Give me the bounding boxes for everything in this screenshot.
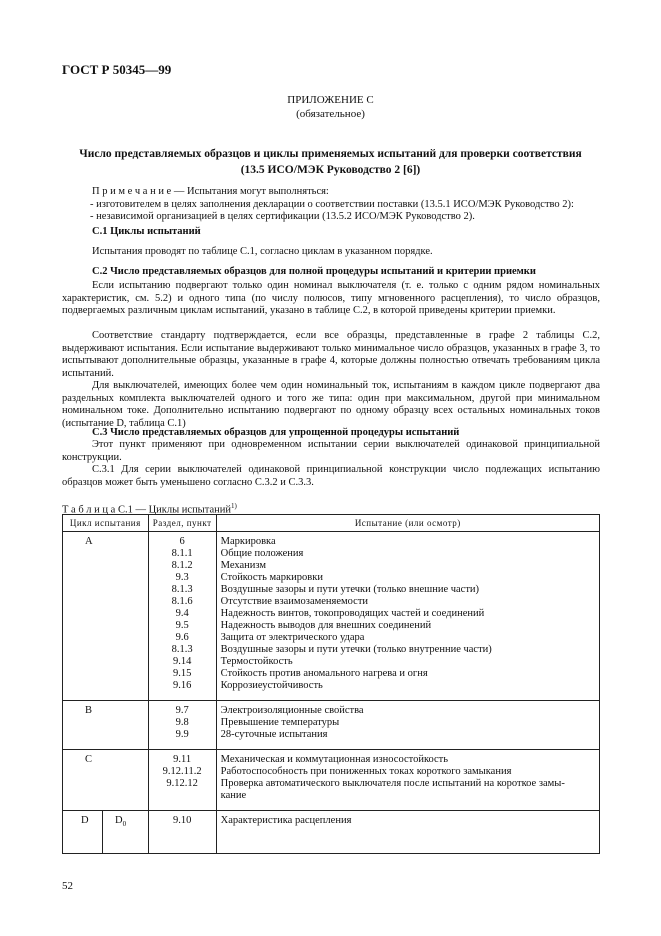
section-value: 9.5 bbox=[175, 620, 189, 631]
section-c2-paragraph-1: Если испытанию подвергают только один номинал выключателя (т. е. только с одним рядом номинальных характеристик, см. 5.2) и одного типа (по числу полюсов, типу мгновенного расцепления), то число образцов, подвергаемых различным циклам испытаний, указано в таблице С.2, в которой приведены критерии приемки. bbox=[62, 280, 600, 317]
test-list bbox=[216, 811, 599, 854]
test-value: Механизм bbox=[220, 560, 266, 571]
section-value: 9.3 bbox=[175, 572, 189, 583]
cycle-cell: B bbox=[63, 701, 149, 750]
test-list bbox=[216, 701, 599, 750]
section-value: 8.1.2 bbox=[171, 560, 193, 571]
header-test: Испытание (или осмотр) bbox=[216, 515, 599, 532]
section-value: 9.10 bbox=[172, 815, 192, 826]
test-list bbox=[216, 532, 599, 701]
test-value: Воздушные зазоры и пути утечки (только внешние части) bbox=[220, 584, 480, 595]
section-value: 6 bbox=[179, 536, 185, 547]
note bbox=[92, 186, 600, 224]
table-row bbox=[63, 750, 600, 811]
section-value: 8.1.1 bbox=[171, 548, 193, 559]
subcycle-cell bbox=[103, 811, 149, 854]
section-value: 9.12.12 bbox=[166, 778, 198, 789]
test-value: Характеристика расцепления bbox=[220, 815, 352, 826]
section-value: 9.11 bbox=[173, 754, 192, 765]
test-value: Коррозиеустойчивость bbox=[220, 680, 323, 691]
section-list bbox=[148, 532, 216, 701]
section-c3-paragraph-2: С.3.1 Для серии выключателей одинаковой принципиальной конструкции число подлежащих испытанию образцов может быть уменьшено согласно С.3.2 и С.3.3. bbox=[62, 464, 600, 488]
test-value: Работоспособность при пониженных токах короткого замыкания bbox=[220, 766, 512, 777]
section-c1-heading: С.1 Циклы испытаний bbox=[92, 226, 201, 237]
section-value: 9.16 bbox=[172, 680, 192, 691]
table-row bbox=[63, 701, 600, 750]
table-caption-label: Т а б л и ц а bbox=[62, 504, 116, 516]
test-value: Воздушные зазоры и пути утечки (только внутренние части) bbox=[220, 644, 492, 655]
section-list bbox=[148, 750, 216, 811]
section-list bbox=[148, 701, 216, 750]
test-value: Стойкость против аномального нагрева и огня bbox=[220, 668, 428, 679]
section-c1-text: Испытания проводят по таблице С.1, согласно циклам в указанном порядке. bbox=[92, 246, 433, 257]
header-cycle: Цикл испытания bbox=[63, 515, 149, 532]
section-value: 9.14 bbox=[172, 656, 192, 667]
section-c2-paragraph-3: Для выключателей, имеющих более чем один номинальный ток, испытаниям в каждом цикле подвергают два раздельных комплекта выключателей одного и того же типа: один при максимальном, другой при минимальном номинальном токе. Дополнительно испытанию подвергают по одному образцу всех остальных номинальных токов (испытание D, таблица С.1) bbox=[62, 380, 600, 429]
note-intro: — Испытания могут выполняться: bbox=[171, 186, 329, 197]
cycle-cell: D bbox=[63, 811, 103, 854]
document-title bbox=[60, 146, 601, 178]
section-value: 9.9 bbox=[175, 729, 189, 740]
test-value: Механическая и коммутационная износостойкость bbox=[220, 754, 449, 765]
table-row bbox=[63, 811, 600, 854]
table-header-row bbox=[63, 515, 600, 532]
test-value: Надежность выводов для внешних соединений bbox=[220, 620, 432, 631]
test-value: Стойкость маркировки bbox=[220, 572, 323, 583]
test-value: Электроизоляционные свойства bbox=[220, 705, 364, 716]
document-title-line-1: Число представляемых образцов и циклы применяемых испытаний для проверки соответствия bbox=[79, 148, 582, 160]
cycle-cell: C bbox=[63, 750, 149, 811]
page-number: 52 bbox=[62, 880, 73, 892]
document-title-line-2: (13.5 ИСО/МЭК Руководство 2 [6]) bbox=[240, 164, 421, 176]
cycle-cell: A bbox=[63, 532, 149, 701]
table-caption-footnote-mark: 1) bbox=[230, 502, 237, 510]
test-list bbox=[216, 750, 599, 811]
test-value: Защита от электрического удара bbox=[220, 632, 365, 643]
subcycle-index: 0 bbox=[122, 820, 127, 829]
section-value: 8.1.3 bbox=[171, 584, 193, 595]
section-value: 9.8 bbox=[175, 717, 189, 728]
section-value: 8.1.6 bbox=[171, 596, 193, 607]
test-value: Отсутствие взаимозаменяемости bbox=[220, 596, 369, 607]
section-value: 9.4 bbox=[175, 608, 189, 619]
note-item-2: - независимой организацией в целях сертификации (13.5.2 ИСО/МЭК Руководство 2). bbox=[90, 211, 475, 223]
section-c2-paragraph-2: Соответствие стандарту подтверждается, если все образцы, представленные в графе 2 таблицы С.2, выдерживают испытания. Если испытание выдерживают только минимальное число образцов, указанных в графе 3, то испытывают дополнительные образцы, указанные в графе 4, которые должны полностью отвечать требованиям цикла испытаний. bbox=[62, 330, 600, 379]
section-value: 9.15 bbox=[172, 668, 192, 679]
section-value: 9.6 bbox=[175, 632, 189, 643]
test-value: 28-суточные испытания bbox=[220, 729, 328, 740]
note-item-1: - изготовителем в целях заполнения декларации о соответствии поставки (13.5.1 ИСО/МЭК Руководство 2): bbox=[90, 198, 574, 210]
note-label: П р и м е ч а н и е bbox=[92, 186, 172, 197]
section-c3-heading: С.3 Число представляемых образцов для упрощенной процедуры испытаний bbox=[92, 427, 460, 438]
test-value: Превышение температуры bbox=[220, 717, 340, 728]
section-c3-paragraph-1: Этот пункт применяют при одновременном испытании серии выключателей одинаковой принципиальной конструкции. bbox=[62, 439, 600, 463]
test-value: Общие положения bbox=[220, 548, 304, 559]
section-list bbox=[148, 811, 216, 854]
test-value: Проверка автоматического выключателя после испытаний на короткое замы- bbox=[220, 778, 565, 789]
header-section: Раздел, пункт bbox=[148, 515, 216, 532]
test-value: Надежность винтов, токопроводящих частей и соединений bbox=[220, 608, 485, 619]
standard-header: ГОСТ Р 50345—99 bbox=[62, 62, 172, 77]
section-value: 8.1.3 bbox=[171, 644, 193, 655]
test-cycles-table bbox=[62, 514, 600, 854]
table-row bbox=[63, 532, 600, 701]
section-value: 9.7 bbox=[175, 705, 189, 716]
appendix-status: (обязательное) bbox=[296, 108, 365, 120]
test-value: кание bbox=[220, 790, 247, 801]
test-value: Маркировка bbox=[220, 536, 276, 547]
table-caption-text: С.1 — Циклы испытаний bbox=[115, 504, 231, 516]
test-value: Термостойкость bbox=[220, 656, 293, 667]
section-c2-heading: С.2 Число представляемых образцов для полной процедуры испытаний и критерии приемки bbox=[92, 266, 536, 277]
subcycle-letter: D bbox=[115, 815, 123, 826]
appendix-title: ПРИЛОЖЕНИЕ С bbox=[287, 94, 374, 106]
section-value: 9.12.11.2 bbox=[162, 766, 202, 777]
